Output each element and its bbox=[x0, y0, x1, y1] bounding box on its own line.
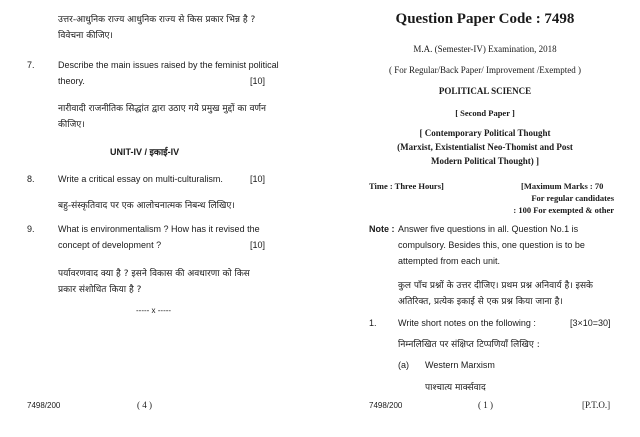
paper-title-line3: Modern Political Thought) ] bbox=[430, 156, 540, 166]
left-footer-code: 7498/200 bbox=[27, 401, 61, 410]
question-9-hindi-line2: प्रकार संशोधित किया है ? bbox=[58, 285, 142, 295]
question-7-number: 7. bbox=[27, 60, 35, 70]
time-allowed: Time : Three Hours] bbox=[369, 181, 444, 191]
paper-title-line1: [ Contemporary Political Thought bbox=[419, 128, 551, 138]
question-1-english: Write short notes on the following : bbox=[398, 318, 536, 328]
end-of-paper-mark: ----- x ----- bbox=[136, 306, 172, 315]
note-label: Note : bbox=[369, 224, 395, 234]
note-hindi-line1: कुल पाँच प्रश्नों के उत्तर दीजिए। प्रथम प्रश्न अनिवार्य है। इसके bbox=[398, 281, 593, 291]
right-footer-page-number: ( 1 ) bbox=[478, 400, 493, 410]
note-line3: attempted from each unit. bbox=[398, 256, 501, 266]
question-1a-label: (a) bbox=[398, 360, 409, 370]
question-1a-english: Western Marxism bbox=[425, 360, 495, 370]
question-9-marks: [10] bbox=[250, 240, 266, 250]
note-line2: compulsory. Besides this, one question is to be bbox=[398, 240, 585, 250]
subject-title: POLITICAL SCIENCE bbox=[438, 86, 532, 96]
question-9-english-line2: concept of development ? bbox=[58, 240, 162, 250]
question-7-english-line2: theory. bbox=[58, 76, 85, 86]
question-9-english-line1: What is environmentalism ? How has it revised the bbox=[58, 224, 260, 234]
question-8-english-line1: Write a critical essay on multi-culturalism. bbox=[58, 174, 223, 184]
question-1a-hindi: पाश्चात्य मार्क्सवाद bbox=[425, 383, 486, 393]
paper-number: [ Second Paper ] bbox=[455, 108, 515, 118]
maximum-marks: [Maximum Marks : 70 bbox=[521, 181, 604, 191]
question-7-hindi-line2: कीजिए। bbox=[58, 120, 85, 130]
right-footer-code: 7498/200 bbox=[369, 401, 403, 410]
question-7-hindi-line1: नारीवादी राजनीतिक सिद्धांत द्वारा उठाए गये प्रमुख मुद्दों का वर्णन bbox=[58, 104, 266, 114]
note-line1: Answer five questions in all. Question No.1 is bbox=[398, 224, 579, 234]
marks-exempted-candidates: : 100 For exempted & other bbox=[513, 205, 614, 215]
note-hindi-line2: अतिरिक्त, प्रत्येक इकाई से एक प्रश्न किया जाना है। bbox=[398, 297, 563, 307]
question-9-number: 9. bbox=[27, 224, 35, 234]
question-1-number: 1. bbox=[369, 318, 377, 328]
paper-title-line2: (Marxist, Existentialist Neo-Thomist and Post bbox=[397, 142, 573, 152]
question-8-hindi-line1: बहु-संस्कृतिवाद पर एक आलोचनात्मक निबन्ध लिखिए। bbox=[58, 201, 235, 211]
question-1-hindi: निम्नलिखित पर संक्षिप्त टिप्पणियाँ लिखिए : bbox=[398, 340, 540, 350]
question-7-marks: [10] bbox=[250, 76, 266, 86]
prev-question-hindi-line2: विवेचना कीजिए। bbox=[58, 31, 113, 41]
exam-scheme: ( For Regular/Back Paper/ Improvement /Exempted ) bbox=[389, 65, 581, 75]
marks-regular-candidates: For regular candidates bbox=[531, 193, 614, 203]
question-7-english-line1: Describe the main issues raised by the feminist political bbox=[58, 60, 279, 70]
left-footer-page-number: ( 4 ) bbox=[137, 400, 152, 410]
unit-iv-heading: UNIT-IV / इकाई-IV bbox=[110, 147, 180, 157]
question-8-number: 8. bbox=[27, 174, 35, 184]
question-paper-code: Question Paper Code : 7498 bbox=[395, 11, 575, 27]
question-8-marks: [10] bbox=[250, 174, 266, 184]
right-footer-pto: [P.T.O.] bbox=[582, 400, 611, 410]
question-1-marks: [3×10=30] bbox=[570, 318, 611, 328]
question-9-hindi-line1: पर्यावरणवाद क्या है ? इसने विकास की अवधारणा को किस bbox=[58, 269, 250, 279]
exam-title: M.A. (Semester-IV) Examination, 2018 bbox=[413, 44, 557, 54]
prev-question-hindi-line1: उत्तर-आधुनिक राज्य आधुनिक राज्य से किस प्रकार भिन्न है ? bbox=[58, 15, 256, 25]
